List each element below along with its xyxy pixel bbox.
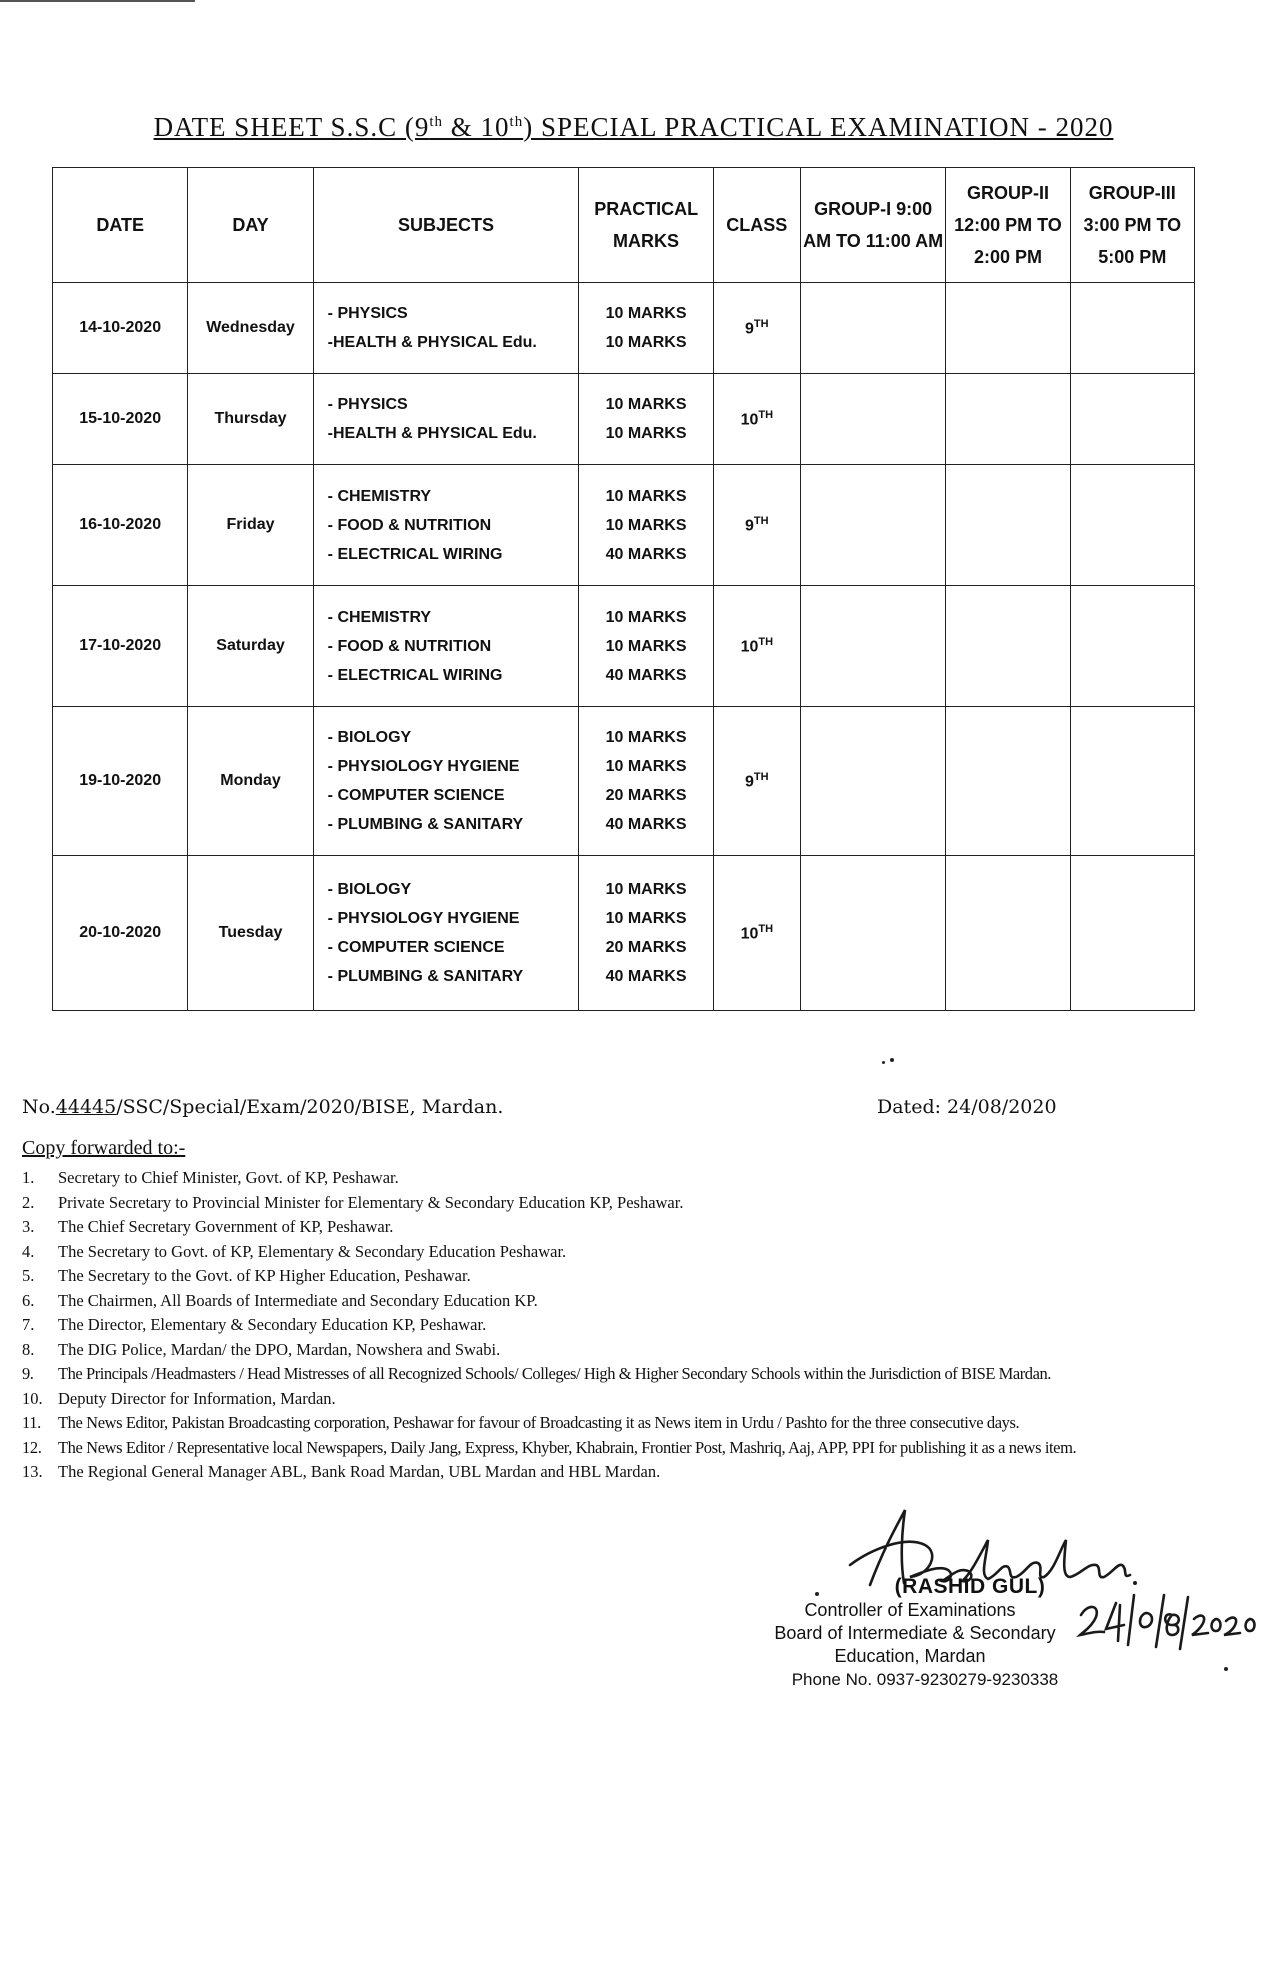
signatory-org-line-1: Board of Intermediate & Secondary [774, 1623, 1056, 1643]
marks-cell: 10 MARKS 10 MARKS 20 MARKS 40 MARKS [579, 707, 713, 856]
group-1-cell [800, 283, 945, 374]
table-row [53, 856, 1195, 1011]
marks-cell: 10 MARKS 10 MARKS [579, 283, 713, 374]
class-cell: 10TH [713, 586, 800, 707]
day-cell: Saturday [188, 586, 313, 707]
signatory-designation: Controller of Examinations [804, 1600, 1016, 1620]
list-item: 9. The Principals /Headmasters / Head Mistresses of all Recognized Schools/ Colleges/ High & Higher Secondary Schools within the Jurisdiction of BISE Mardan. [22, 1364, 1051, 1383]
scan-speck [1224, 1667, 1228, 1671]
group-1-cell [800, 374, 945, 465]
scan-speck [890, 1058, 894, 1062]
date-cell: 20-10-2020 [53, 856, 188, 1011]
class-cell: 9TH [713, 465, 800, 586]
group-1-cell [800, 707, 945, 856]
table-row [53, 283, 1195, 374]
group-2-cell [946, 586, 1070, 707]
marks-cell: 10 MARKS 10 MARKS 20 MARKS 40 MARKS [579, 856, 713, 1011]
list-item: 6. The Chairmen, All Boards of Intermediate and Secondary Education KP. [22, 1290, 538, 1310]
header-group-2: GROUP-II 12:00 PM TO 2:00 PM [946, 168, 1070, 283]
group-3-cell [1070, 374, 1194, 465]
header-practical-marks: PRACTICAL MARKS [579, 168, 713, 283]
list-item: 11. The News Editor, Pakistan Broadcasting corporation, Peshawar for favour of Broadcasting it as News item in Urdu / Pashto for the three consecutive days. [22, 1413, 1020, 1432]
table-row [53, 465, 1195, 586]
dated-label: Dated: 24/08/2020 [877, 1096, 1057, 1118]
group-1-cell [800, 856, 945, 1011]
document-title: DATE SHEET S.S.C (9th & 10th) SPECIAL PRACTICAL EXAMINATION - 2020 [153, 112, 1114, 142]
day-cell: Tuesday [188, 856, 313, 1011]
class-cell: 9TH [713, 283, 800, 374]
header-group-1: GROUP-I 9:00 AM TO 11:00 AM [800, 168, 945, 283]
list-item: 2. Private Secretary to Provincial Minister for Elementary & Secondary Education KP, Peshawar. [22, 1192, 684, 1212]
date-cell: 14-10-2020 [53, 283, 188, 374]
signatory-name: (RASHID GUL) [894, 1575, 1046, 1598]
list-item: 5. The Secretary to the Govt. of KP Higher Education, Peshawar. [22, 1266, 471, 1285]
header-date: DATE [53, 168, 188, 283]
table-row [53, 374, 1195, 465]
list-item: 12. The News Editor / Representative local Newspapers, Daily Jang, Express, Khyber, Khabrain, Frontier Post, Mashriq, Aaj, APP, PPI for publishing it as a news item. [22, 1437, 1077, 1457]
subjects-cell: - PHYSICS -HEALTH & PHYSICAL Edu. [313, 283, 579, 374]
date-cell: 19-10-2020 [53, 707, 188, 856]
scan-speck [882, 1061, 885, 1064]
group-1-cell [800, 586, 945, 707]
subjects-cell: - BIOLOGY - PHYSIOLOGY HYGIENE - COMPUTER SCIENCE - PLUMBING & SANITARY [313, 856, 579, 1011]
group-2-cell [946, 856, 1070, 1011]
day-cell: Monday [188, 707, 313, 856]
header-subjects: SUBJECTS [313, 168, 579, 283]
header-day: DAY [188, 168, 313, 283]
class-cell: 10TH [713, 374, 800, 465]
marks-cell: 10 MARKS 10 MARKS 40 MARKS [579, 586, 713, 707]
date-cell: 15-10-2020 [53, 374, 188, 465]
group-3-cell [1070, 586, 1194, 707]
day-cell: Friday [188, 465, 313, 586]
subjects-cell: - BIOLOGY - PHYSIOLOGY HYGIENE - COMPUTER SCIENCE - PLUMBING & SANITARY [313, 707, 579, 856]
group-2-cell [946, 283, 1070, 374]
table-header-row [53, 168, 1195, 283]
list-item: 1. Secretary to Chief Minister, Govt. of KP, Peshawar. [22, 1168, 399, 1187]
subjects-cell: - CHEMISTRY - FOOD & NUTRITION - ELECTRICAL WIRING [313, 465, 579, 586]
list-item: 8. The DIG Police, Mardan/ the DPO, Mardan, Nowshera and Swabi. [22, 1339, 501, 1359]
group-3-cell [1070, 283, 1194, 374]
reference-number: No.44445/SSC/Special/Exam/2020/BISE, Mardan. [22, 1096, 504, 1118]
signatory-phone: Phone No. 0937-9230279-9230338 [791, 1670, 1059, 1689]
list-item: 4. The Secretary to Govt. of KP, Elementary & Secondary Education Peshawar. [22, 1241, 567, 1261]
table-row [53, 586, 1195, 707]
marks-cell: 10 MARKS 10 MARKS [579, 374, 713, 465]
marks-cell: 10 MARKS 10 MARKS 40 MARKS [579, 465, 713, 586]
header-class: CLASS [713, 168, 800, 283]
copy-forwarded-heading: Copy forwarded to:- [22, 1137, 186, 1159]
group-2-cell [946, 465, 1070, 586]
date-cell: 17-10-2020 [53, 586, 188, 707]
group-3-cell [1070, 856, 1194, 1011]
subjects-cell: - PHYSICS -HEALTH & PHYSICAL Edu. [313, 374, 579, 465]
top-rule [0, 0, 195, 2]
group-2-cell [946, 374, 1070, 465]
group-3-cell [1070, 465, 1194, 586]
list-item: 3. The Chief Secretary Government of KP, Peshawar. [22, 1217, 394, 1236]
header-group-3: GROUP-III 3:00 PM TO 5:00 PM [1070, 168, 1194, 283]
class-cell: 10TH [713, 856, 800, 1011]
day-cell: Wednesday [188, 283, 313, 374]
signatory-org-line-2: Education, Mardan [834, 1646, 986, 1666]
group-1-cell [800, 465, 945, 586]
date-sheet-table [52, 167, 1195, 1011]
list-item: 10. Deputy Director for Information, Mardan. [22, 1388, 336, 1408]
subjects-cell: - CHEMISTRY - FOOD & NUTRITION - ELECTRICAL WIRING [313, 586, 579, 707]
date-cell: 16-10-2020 [53, 465, 188, 586]
group-3-cell [1070, 707, 1194, 856]
signatory-block [770, 1575, 1170, 1691]
list-item: 13. The Regional General Manager ABL, Bank Road Mardan, UBL Mardan and HBL Mardan. [22, 1462, 661, 1481]
list-item: 7. The Director, Elementary & Secondary Education KP, Peshawar. [22, 1315, 487, 1334]
group-2-cell [946, 707, 1070, 856]
table-row [53, 707, 1195, 856]
day-cell: Thursday [188, 374, 313, 465]
class-cell: 9TH [713, 707, 800, 856]
copy-forwarded-list [22, 1166, 1252, 1485]
